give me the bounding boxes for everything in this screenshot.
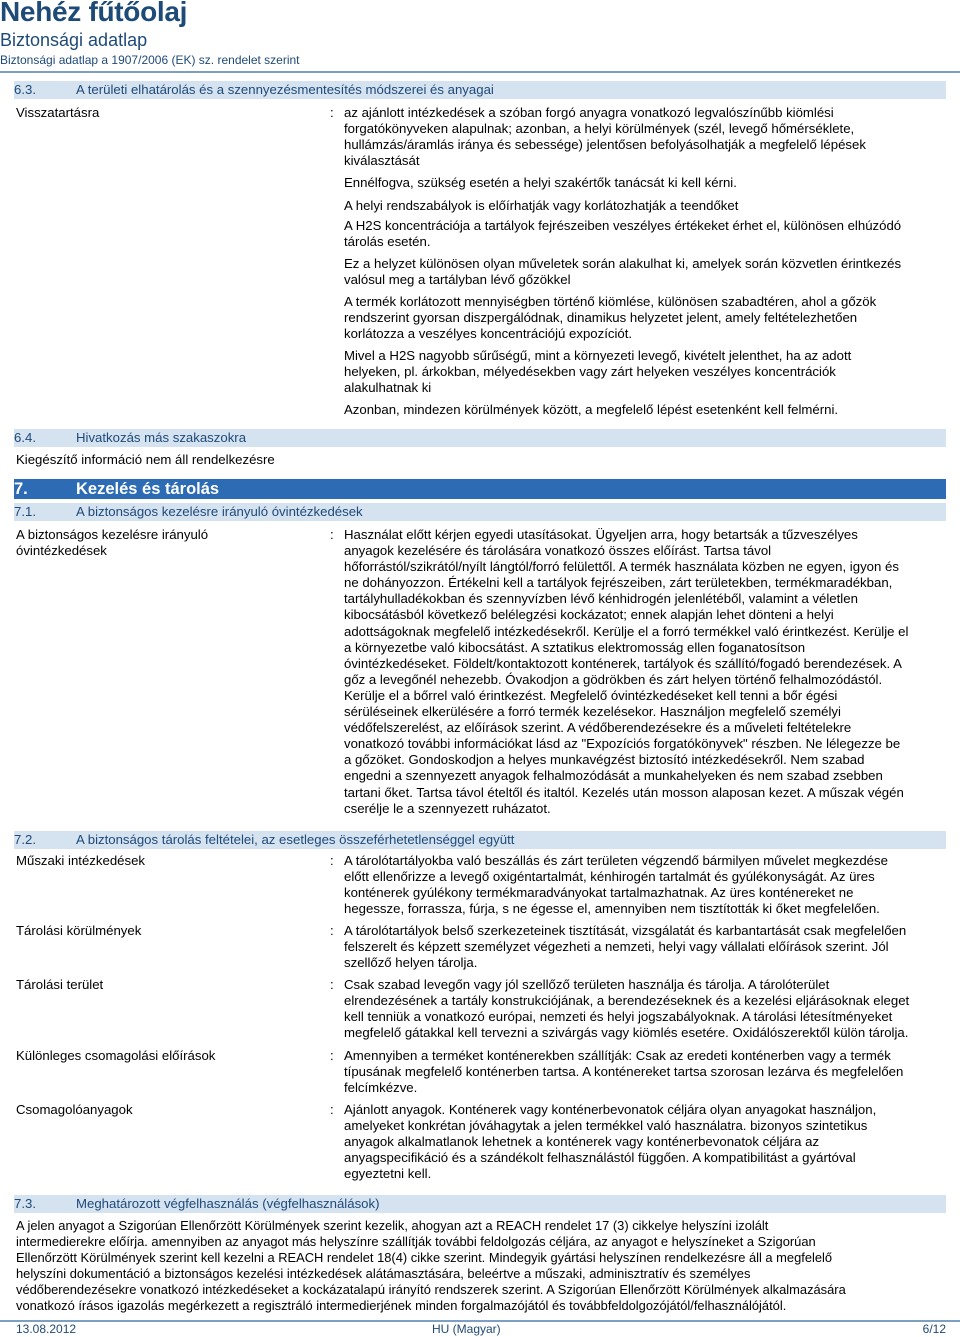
field-value-paragraph: Használat előtt kérjen egyedi utasításokat. Ügyeljen arra, hogy betartsák a tűzveszélyes anyagok kezelésére és tárolására vonatkozó összes előírást. Tartsa távol hőforrástól/szikrától/nyílt lángtól/forró felülettől. A termék használata közben ne egyen, igyon és ne dohányozzon. Értékelni kell a tartályok fejrészeiben, zárt területekben, termékmaradékban, tartályhulladékokban és szennyvízben lévő kénhidrogén jelenlétéből, valamint a véletlen kibocsátásból következő belélegzési kockázatot; ennek alapján lehet dönteni a helyi adottságoknak megfelelő intézkedésekről. Kerülje el a forró termékkel való érintkezést. Kerülje el a környezetbe való kibocsátást. A sztatikus elektromosság ellen foganatosítson óvintézkedéseket. Földelt/kontaktozott konténerek, tartályok és szállító/fogadó berendezések. A gőz a levegőnél nehezebb. Óvakodjon a gödrökben és zárt helyen történő felhalmozódástól. Kerülje el a bőrrel való érintkezést. Megfelelő óvintézkedéseket kell tenni a bőr égési sérüléseinek elkerülésére a forró termék kezelésekor. Használjon megfelelő személyi védőfelszerelést, az előírások szerint. A védőberendezésekre és a műveleti feltételekre vonatkozó további információkat lásd az "Expozíciós forgatókönyvek" részben. Ne lélegezze be a gőzöket. Gondoskodjon a helyes munkavégzést biztosító intézkedésekről. Nem szabad engedni a szennyezett anyagok felhalmozódását a munkahelyeken és nem szabad zsebben tartani őket. Tartsa távol ételtől és italtól. Kezelés után mosson alaposan kezet. A műszak végén cserélje le a szennyezett ruházatot. [344,527,909,816]
field-colon: : [330,527,334,542]
field-value-paragraph: Ajánlott anyagok. Konténerek vagy konténerbevonatok céljára olyan anyagokat használjon, amelyeket konkrétan jóváhagytak a jelen termékkel való használatra. bizonyos szintetikus anyagok alkalmatlanok lehetnek a konténerek vagy konténerbevonatok céljára az anyagspecifikáció és a szándékolt felhasználástól függően. A kompatibilitást a gyártóval egyeztetni kell. [344,1102,877,1182]
document-title: Nehéz fűtőolaj [0,0,188,27]
field-value-paragraph: Csak szabad levegőn vagy jól szellőző területen használja és tárolja. A tárolóterület elrendezésének a tartály konstrukciójának, a berendezéseknek és a kezelési eljárásoknak eleget kell tenniük a vonatkozó európai, nemzeti és helyi jogszabályoknak. A tárolási létesítményeket megfelelő gátakkal kell tervezni a szivárgás vagy kiömlés esetére. Oxidálószerektől külön tárolja. [344,977,910,1041]
section-7-1-heading [14,503,946,521]
section-7-heading [14,479,946,499]
section-7-3-heading [14,1195,946,1213]
field-value-paragraph: A H2S koncentrációja a tartályok fejrészeiben veszélyes értékeket érhet el, különösen elhúzódó tárolás esetén. [344,218,902,250]
field-colon: : [330,923,334,938]
field-colon: : [330,977,334,992]
footer-page-number: 6/12 [922,1322,946,1336]
field-colon: : [330,105,334,120]
section-title: Hivatkozás más szakaszokra [76,430,247,445]
field-label: A biztonságos kezelésre irányuló óvintézkedések [16,527,209,559]
field-label: Csomagolóanyagok [16,1102,133,1117]
document-subtitle: Biztonsági adatlap [0,30,148,50]
field-colon: : [330,853,334,868]
section-number: 7.1. [14,504,36,519]
field-label: Tárolási terület [16,977,104,992]
field-label: Különleges csomagolási előírások [16,1048,216,1063]
field-value-paragraph: A tárolótartályok belső szerkezeteinek tisztítását, vizsgálatát és karbantartását csak megfelelően felszerelt és képzett személyzet végezheti a nemzeti, helyi vagy vállalati előírások szerint. Jól szellőző helyen tárolja. [344,923,907,971]
footer-language: HU (Magyar) [432,1322,501,1336]
field-value-paragraph: Amennyiben a terméket konténerekben szállítják: Csak az eredeti konténerben vagy a termék típusának megfelelő konténerben tartsa. A konténereket tartsa szorosan lezárva és megfelelően felcímkézve. [344,1048,904,1096]
field-value-paragraph: A helyi rendszabályok is előírhatják vagy korlátozhatják a teendőket [344,198,739,213]
section-title: Kezelés és tárolás [76,480,220,498]
section-title: Meghatározott végfelhasználás (végfelhasználások) [76,1196,380,1211]
section-6-4-text: Kiegészítő információ nem áll rendelkezésre [16,452,275,467]
field-value-paragraph: A termék korlátozott mennyiségben történő kiömlése, különösen szabadtéren, ahol a gőzök rendszerint gyorsan diszpergálódnak, dinamikus helyzetet jelent, amely feltételezhetően korlátozza a veszélyes koncentrációjú expozíciót. [344,294,877,342]
section-title: A területi elhatárolás és a szennyezésmentesítés módszerei és anyagai [76,82,494,97]
section-title: A biztonságos tárolás feltételei, az esetleges összeférhetetlenséggel együtt [76,832,515,847]
header-divider [0,71,960,73]
field-value-paragraph: Ennélfogva, szükség esetén a helyi szakértők tanácsát ki kell kérni. [344,175,737,190]
section-6-4-heading [14,429,946,447]
field-label: Visszatartásra [16,105,100,120]
field-value-paragraph: Mivel a H2S nagyobb sűrűségű, mint a környezeti levegő, kivételt jelenthet, ha az adott helyeken, pl. árkokban, mélyedésekben vagy zárt helyeken veszélyes koncentrációk alakulhatnak ki [344,348,852,396]
section-number: 6.3. [14,82,36,97]
section-6-3-heading [14,81,946,99]
field-value-paragraph: Ez a helyzet különösen olyan műveletek során alakulhat ki, amelyek során közvetlen érintkezés valósul meg a tartályban lévő gőzökkel [344,256,902,288]
section-number: 7.3. [14,1196,36,1211]
section-7-3-paragraph: A jelen anyagot a Szigorúan Ellenőrzött Körülmények szerint kezelik, ahogyan azt a REACH rendelet 17 (3) cikkelye helyszíni izolált intermedierekre előírja. amennyiben az anyagot más helyszínre szállítják további feldolgozás céljára, az anyagot e helyszíneket a Szigorúan Ellenőrzött Körülmények szerint kell kezelni a REACH rendelet 18(4) cikke szerint. Mindegyik gyártási helyszínen rendelkezésre áll a megfelelő helyszíni dokumentáció a biztonságos kezelési intézkedések alátámasztására, beleértve a műszaki, adminisztratív és személyes védőberendezésekre vonatkozó intézkedéseket a kockázatalapú irányító rendszerek szerint. A Szigorúan Ellenőrzött Körülmények alkalmazására vonatkozó írásos igazolás megérkezett a regisztráló intermedierjének minden forgalmazójától és továbbfeldolgozójától/felhasználójától. [16,1218,846,1314]
section-7-2-heading [14,831,946,849]
footer-date: 13.08.2012 [16,1322,77,1336]
section-number: 6.4. [14,430,36,445]
field-value-paragraph: az ajánlott intézkedések a szóban forgó anyagra vonatkozó legvalószínűbb kiömlési forgatókönyveken alapulnak; azonban, a helyi körülmények (szél, levegő hőmérséklete, hullámzás/áramlás iránya és sebessége) jelentősen befolyásolhatják a megfelelő lépések kiválasztását [344,105,866,169]
section-number: 7.2. [14,832,36,847]
field-value-paragraph: A tárolótartályokba való beszállás és zárt területen végzendő bármilyen művelet megkezdése előtt ellenőrizze a levegő oxigéntartalmát, kénhirogén tartalmát és gyúlékonyságát. Az üres konténerek gyúlékony termékmaradványokat tartalmazhatnak. Az üres konténereket ne hegessze, forrassza, fúrja, s ne égesse el, amennyiben nem tisztították ki őket megfelelően. [344,853,888,917]
section-number: 7. [14,480,28,498]
field-colon: : [330,1048,334,1063]
field-label: Tárolási körülmények [16,923,142,938]
field-label: Műszaki intézkedések [16,853,146,868]
field-value-paragraph: Azonban, mindezen körülmények között, a megfelelő lépést esetenként kell felmérni. [344,402,839,417]
field-colon: : [330,1102,334,1117]
section-title: A biztonságos kezelésre irányuló óvintézkedések [76,504,363,519]
regulation-reference: Biztonsági adatlap a 1907/2006 (EK) sz. rendelet szerint [0,53,300,67]
